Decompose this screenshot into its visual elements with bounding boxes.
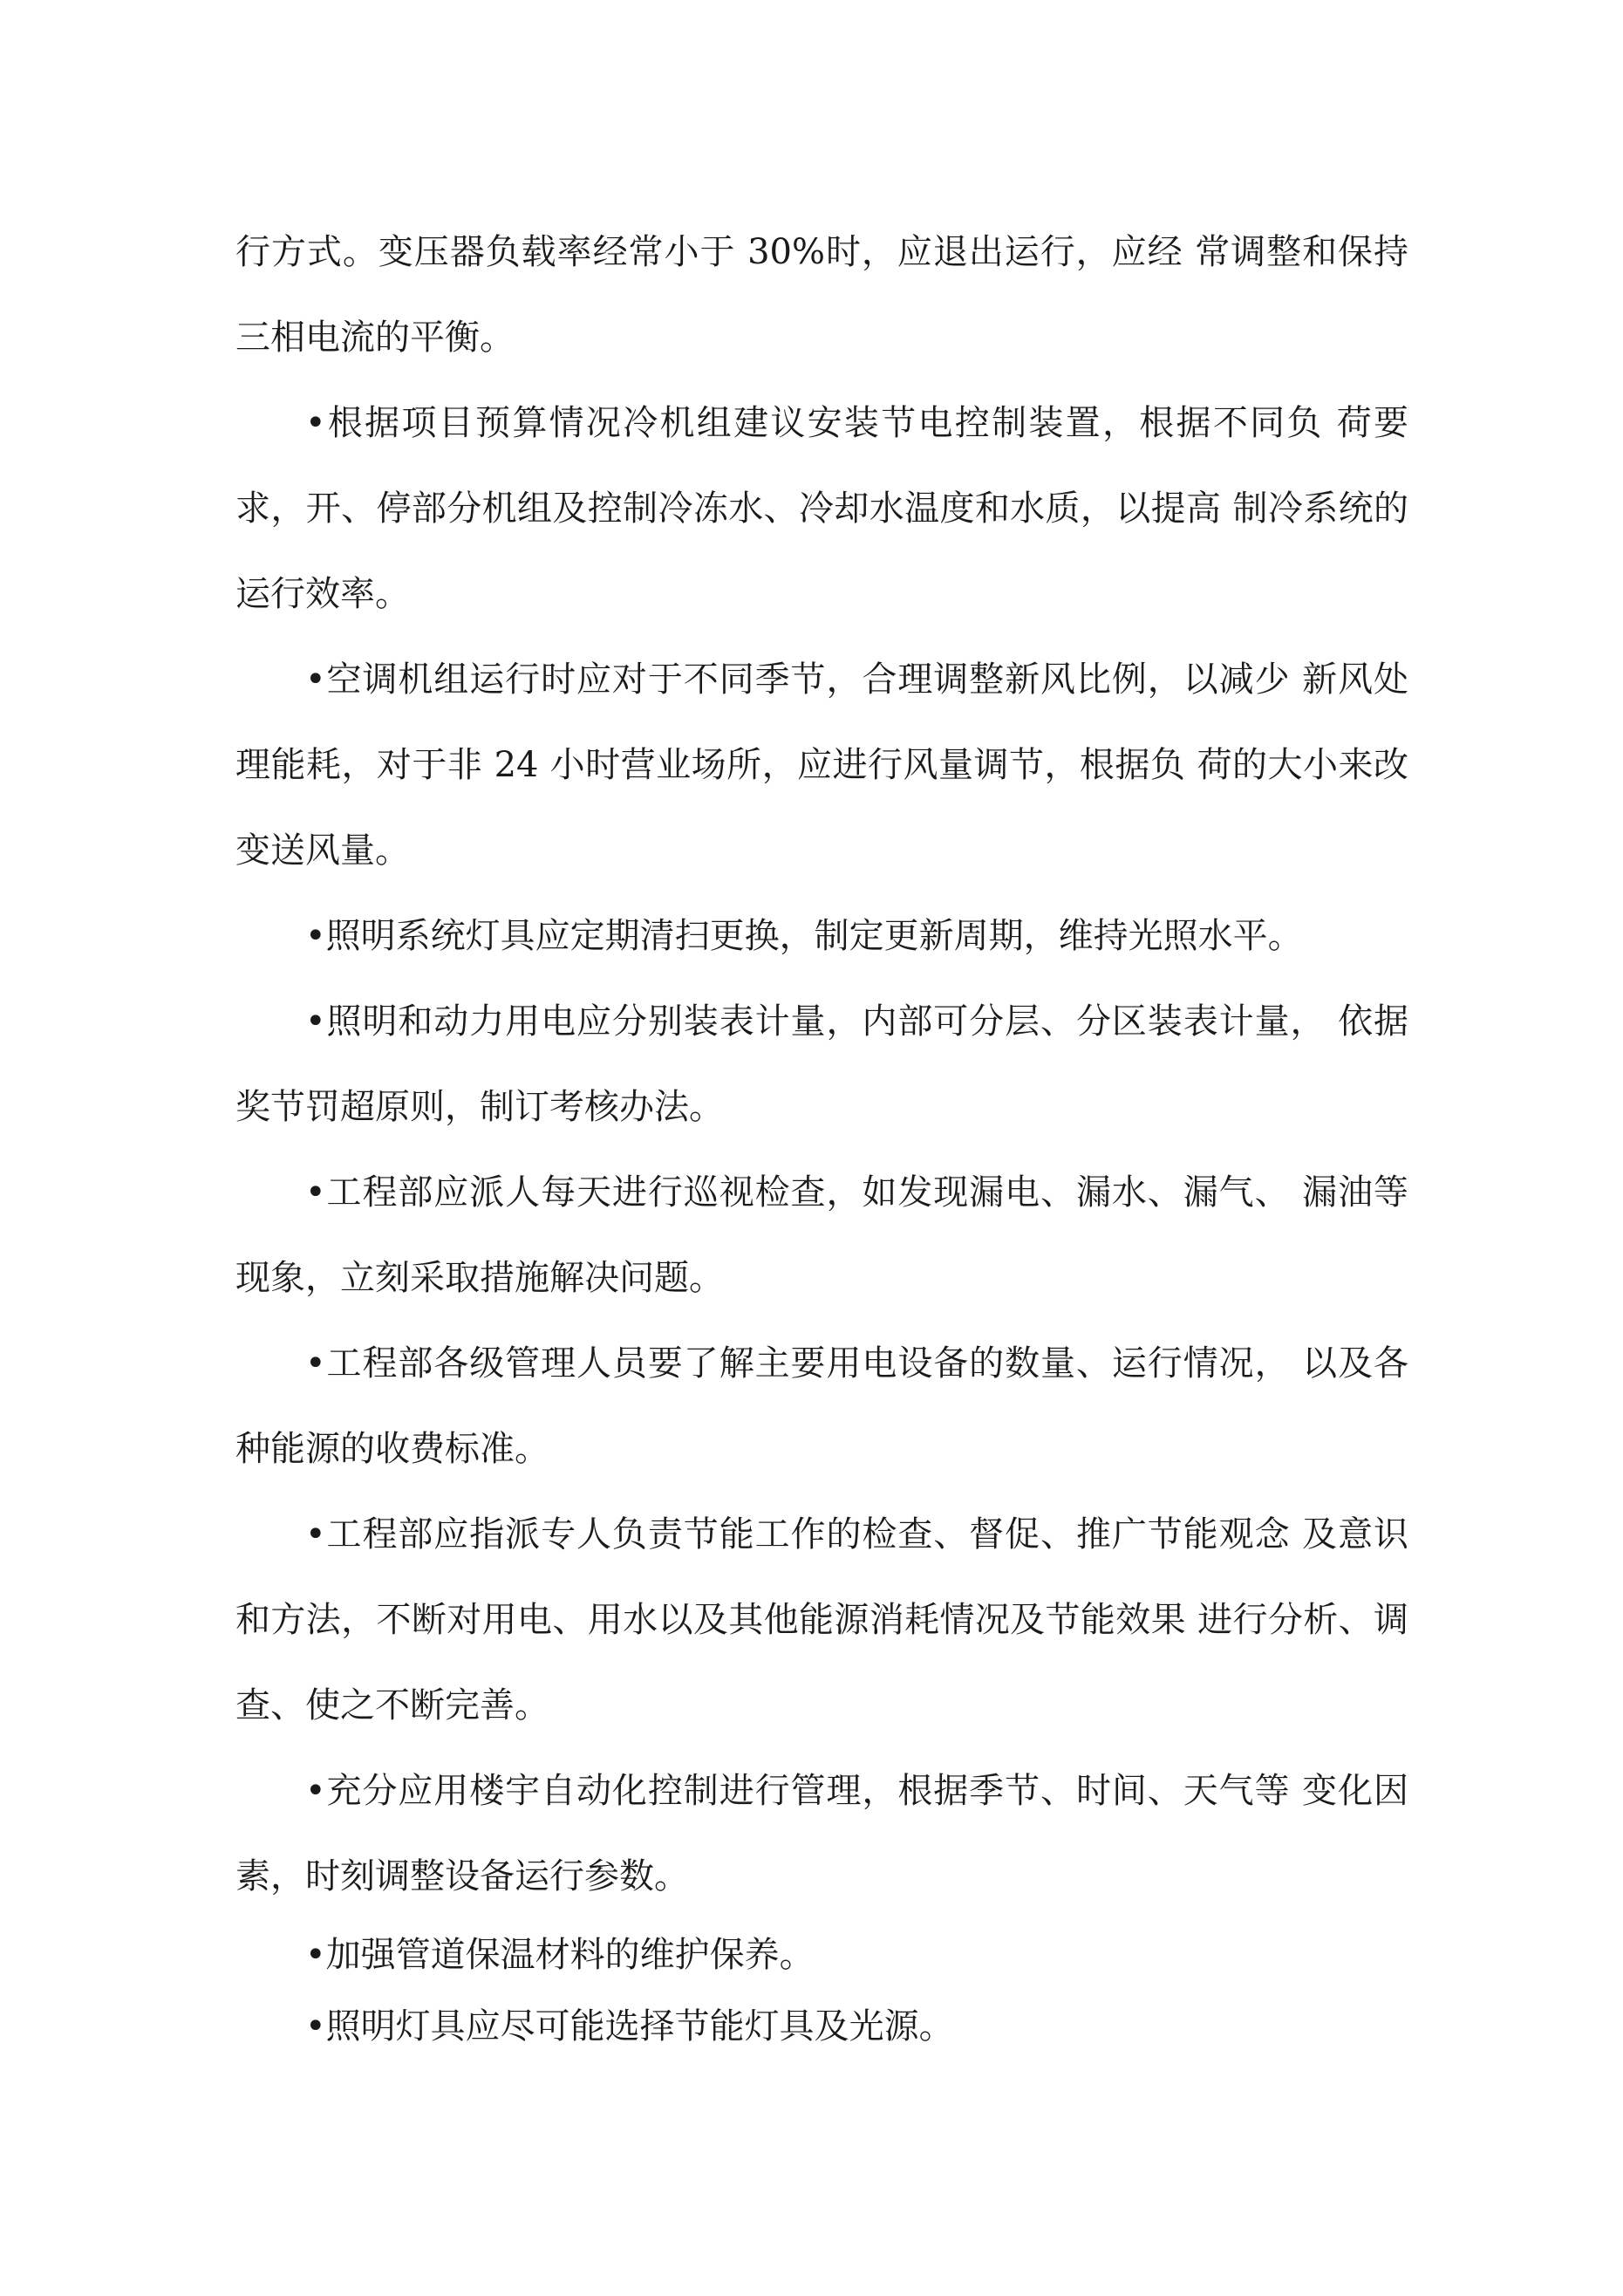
paragraph-energy-supervision: •工程部应指派专人负责节能工作的检查、督促、推广节能观念 及意识和方法，不断对用电、用水以及其他能源消耗情况及节能效果 进行分析、调查、使之不断完善。 [235, 1514, 1408, 1725]
paragraph-pipe-insulation: •加强管道保温材料的维护保养。 [305, 1935, 815, 1975]
paragraph-transformer-operation: 行方式。变压器负载率经常小于 30%时，应退出运行，应经 常调整和保持三相电流的平衡。 [235, 232, 1408, 358]
paragraph-metering: •照明和动力用电应分别装表计量，内部可分层、分区装表计量， 依据奖节罚超原则，制订考核办法。 [235, 1001, 1408, 1127]
paragraph-air-conditioning: •空调机组运行时应对于不同季节，合理调整新风比例，以减少 新风处理能耗，对于非 24 小时营业场所，应进行风量调节，根据负 荷的大小来改变送风量。 [235, 659, 1408, 871]
document-page [235, 209, 1408, 2062]
paragraph-building-automation: •充分应用楼宇自动化控制进行管理，根据季节、时间、天气等 变化因素，时刻调整设备运行参数。 [235, 1771, 1408, 1896]
paragraph-lighting-maintenance: •照明系统灯具应定期清扫更换，制定更新周期，维持光照水平。 [305, 916, 1303, 956]
paragraph-inspection: •工程部应派人每天进行巡视检查，如发现漏电、漏水、漏气、 漏油等现象，立刻采取措施解决问题。 [235, 1172, 1408, 1298]
paragraph-lighting-selection: •照明灯具应尽可能选择节能灯具及光源。 [305, 2006, 954, 2047]
paragraph-management-knowledge: •工程部各级管理人员要了解主要用电设备的数量、运行情况， 以及各种能源的收费标准。 [235, 1343, 1408, 1469]
paragraph-chiller-control: •根据项目预算情况冷机组建议安装节电控制装置，根据不同负 荷要求，开、停部分机组及控制冷冻水、冷却水温度和水质，以提高 制冷系统的运行效率。 [235, 403, 1408, 614]
